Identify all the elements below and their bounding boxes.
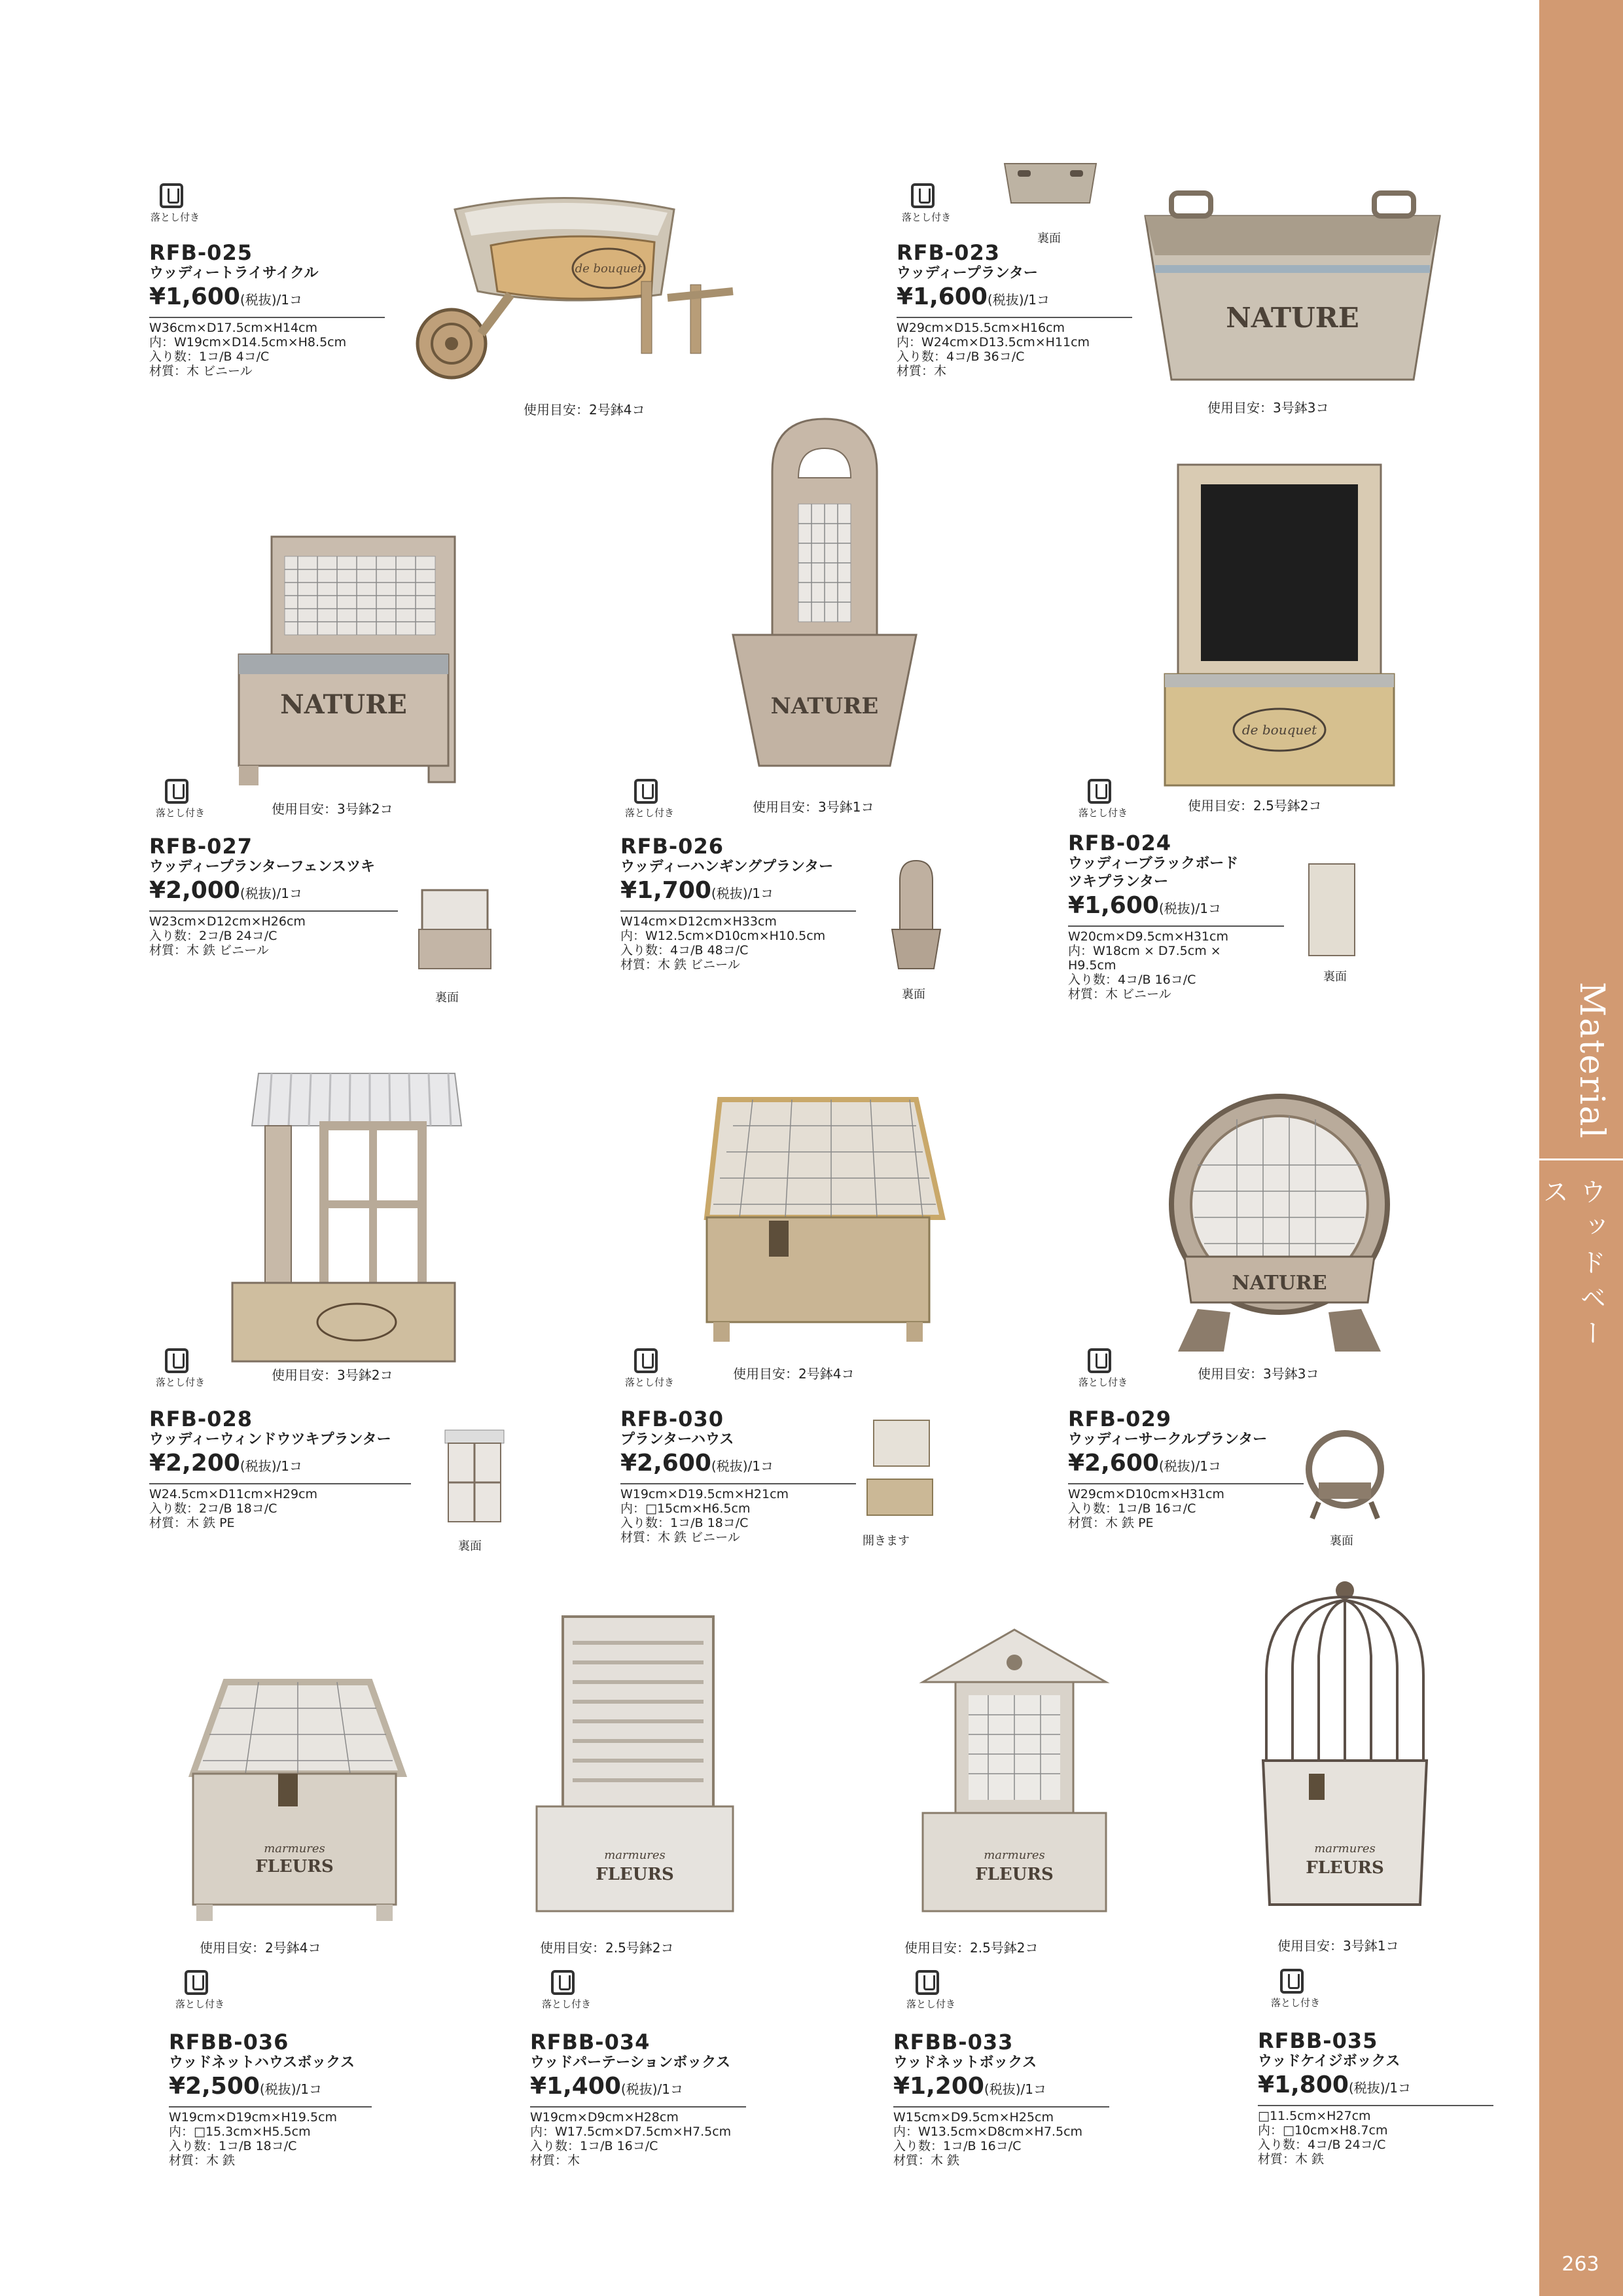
usage-caption: 使用目安：3号鉢1コ — [1277, 1938, 1399, 1954]
product-name: ウッディーウィンドウツキプランター — [149, 1431, 391, 1448]
drop-in-icon — [911, 183, 935, 208]
price-line: ¥1,200(税抜)/1コ — [893, 2072, 1109, 2108]
product-rfbb-033: RFBB-033 ウッドネットボックス ¥1,200(税抜)/1コ W15cm×D9.5cm×H25cm 内：W13.5cm×D8cm×H7.5cm 入り数：1コ/B 16コ/C 材質：木 鉄 — [893, 2030, 1109, 2168]
product-photo-hanging-planter — [726, 412, 923, 805]
svg-text:FLEURS: FLEURS — [1306, 1858, 1384, 1878]
usage-caption: 使用目安：3号鉢3コ — [1198, 1366, 1319, 1382]
product-back-thumb — [1302, 861, 1361, 959]
product-photo-fence-planter — [232, 517, 474, 792]
svg-text:NATURE: NATURE — [280, 689, 407, 720]
svg-text:FLEURS: FLEURS — [255, 1857, 334, 1876]
product-name: ウッドネットボックス — [893, 2054, 1037, 2071]
svg-text:NATURE: NATURE — [770, 693, 879, 719]
product-back-thumb — [412, 884, 497, 982]
product-back-thumb — [1302, 1424, 1387, 1522]
product-code: RFBB-033 — [893, 2030, 1014, 2054]
drop-in-badge: 落とし付き — [906, 1970, 948, 2011]
product-name: プランターハウス — [620, 1431, 734, 1448]
usage-caption: 使用目安：2.5号鉢2コ — [904, 1940, 1039, 1956]
usage-caption: 使用目安：3号鉢3コ — [1207, 400, 1329, 416]
drop-in-icon — [1280, 1969, 1304, 1994]
svg-text:marmures: marmures — [1314, 1842, 1376, 1856]
drop-in-icon — [185, 1970, 208, 1995]
usage-caption: 使用目安：2号鉢4コ — [524, 402, 645, 418]
product-code: RFB-027 — [149, 834, 253, 859]
product-rfb-027: RFB-027 ウッディープランターフェンスツキ ¥2,000(税抜)/1コ W23cm×D12cm×H26cm 入り数：2コ/B 24コ/C 材質：木 鉄 ビニール — [149, 834, 398, 958]
price-line: ¥1,800(税抜)/1コ — [1258, 2071, 1493, 2106]
product-rfb-028: RFB-028 ウッディーウィンドウツキプランター ¥2,200(税抜)/1コ W24.5cm×D11cm×H29cm 入り数：2コ/B 18コ/C 材質：木 鉄 PE — [149, 1407, 411, 1530]
svg-text:marmures: marmures — [984, 1848, 1045, 1862]
svg-text:NATURE: NATURE — [1226, 302, 1359, 334]
product-photo-circle-planter — [1152, 1080, 1407, 1361]
drop-in-badge: 落とし付き — [1271, 1969, 1313, 2009]
page-number: 263 — [1561, 2253, 1599, 2276]
product-rfb-029: RFB-029 ウッディーサークルプランター ¥2,600(税抜)/1コ W29cm×D10cm×H31cm 入り数：1コ/B 16コ/C 材質：木 鉄 PE — [1068, 1407, 1304, 1530]
product-code: RFB-028 — [149, 1407, 253, 1431]
drop-in-badge: 落とし付き — [1079, 779, 1120, 819]
product-rfb-025: RFB-025 ウッディートライサイクル ¥1,600(税抜)/1コ W36cm×D17.5cm×H14cm 内：W19cm×D14.5cm×H8.5cm 入り数：1コ/B 4コ/C 材質：木 ビニール — [149, 241, 385, 378]
product-code: RFB-026 — [620, 834, 724, 859]
product-code: RFB-024 — [1068, 831, 1171, 855]
price-line: ¥1,700(税抜)/1コ — [620, 876, 856, 912]
usage-caption: 使用目安：2.5号鉢2コ — [1188, 798, 1322, 814]
product-photo-planter — [1132, 177, 1453, 399]
price-line: ¥2,500(税抜)/1コ — [169, 2072, 372, 2108]
side-material-label: Material — [1572, 982, 1611, 1140]
product-code: RFB-023 — [897, 240, 1000, 265]
drop-in-badge: 落とし付き — [1079, 1348, 1120, 1389]
product-name: ウッドケイジボックス — [1258, 2053, 1400, 2070]
drop-in-badge: 落とし付き — [156, 1348, 198, 1389]
usage-caption: 使用目安：2号鉢4コ — [733, 1366, 855, 1382]
product-rfbb-034: RFBB-034 ウッドパーテーションボックス ¥1,400(税抜)/1コ W19cm×D9cm×H28cm 内：W17.5cm×D7.5cm×H7.5cm 入り数：1コ/B 16コ/C 材質：木 — [530, 2030, 746, 2168]
product-name: ウッディープランター — [897, 265, 1038, 281]
drop-in-badge: 落とし付き — [542, 1970, 584, 2011]
drop-in-icon — [634, 1348, 658, 1373]
product-rfb-024: RFB-024 ウッディーブラックボード ツキプランター ¥1,600(税抜)/1コ W20cm×D9.5cm×H31cm 内：W18cm × D7.5cm × H9.5cm 入り数：4コ/B 16コ/C 材質：木 ビニール — [1068, 831, 1284, 1001]
back-label: 裏面 — [458, 1539, 482, 1553]
back-label: 裏面 — [1330, 1534, 1353, 1548]
product-code: RFBB-035 — [1258, 2028, 1378, 2053]
product-name-line2: ツキプランター — [1068, 874, 1169, 890]
svg-text:NATURE: NATURE — [1232, 1272, 1327, 1295]
drop-in-icon — [1088, 779, 1111, 804]
product-name: ウッディーサークルプランター — [1068, 1431, 1268, 1448]
product-photo-blackboard-planter — [1158, 452, 1400, 798]
open-label: 開きます — [863, 1534, 910, 1548]
drop-in-badge: 落とし付き — [156, 779, 198, 819]
usage-caption: 使用目安：3号鉢2コ — [272, 1367, 393, 1383]
price-line: ¥1,600(税抜)/1コ — [1068, 891, 1284, 927]
product-rfb-026: RFB-026 ウッディーハンギングプランター ¥1,700(税抜)/1コ W14cm×D12cm×H33cm 内：W12.5cm×D10cm×H10.5cm 入り数：4コ/B 48コ/C 材質：木 鉄 ビニール — [620, 834, 856, 972]
product-photo-tricycle — [393, 183, 759, 406]
drop-in-icon — [551, 1970, 575, 1995]
product-name: ウッディーハンギングプランター — [620, 859, 834, 875]
drop-in-badge: 落とし付き — [902, 183, 944, 224]
product-back-thumb — [887, 857, 946, 975]
drop-in-badge: 落とし付き — [625, 779, 667, 819]
price-line: ¥1,400(税抜)/1コ — [530, 2072, 746, 2108]
drop-in-badge: 落とし付き — [175, 1970, 217, 2011]
price-line: ¥2,600(税抜)/1コ — [620, 1449, 856, 1484]
product-rfbb-035: RFBB-035 ウッドケイジボックス ¥1,800(税抜)/1コ □11.5cm×H27cm 内：□10cm×H8.7cm 入り数：4コ/B 24コ/C 材質：木 鉄 — [1258, 2029, 1493, 2166]
product-code: RFB-030 — [620, 1407, 724, 1431]
svg-text:de bouquet: de bouquet — [575, 262, 643, 276]
svg-text:FLEURS: FLEURS — [596, 1865, 674, 1884]
product-code: RFBB-036 — [169, 2030, 289, 2054]
product-name: ウッディートライサイクル — [149, 265, 319, 281]
product-photo-cage-box — [1250, 1577, 1440, 1931]
drop-in-icon — [165, 1348, 188, 1373]
product-photo-planter-house — [694, 1093, 955, 1348]
price-line: ¥2,200(税抜)/1コ — [149, 1449, 411, 1484]
svg-text:FLEURS: FLEURS — [975, 1865, 1054, 1884]
product-rfb-030: RFB-030 プランターハウス ¥2,600(税抜)/1コ W19cm×D19.5cm×H21cm 内：□15cm×H6.5cm 入り数：1コ/B 18コ/C 材質：木 鉄 ビニール — [620, 1407, 856, 1545]
product-rfbb-036: RFBB-036 ウッドネットハウスボックス ¥2,500(税抜)/1コ W19cm×D19cm×H19.5cm 内：□15.3cm×H5.5cm 入り数：1コ/B 18コ/C 材質：木 鉄 — [169, 2030, 372, 2168]
drop-in-icon — [634, 779, 658, 804]
product-photo-net-box — [910, 1623, 1119, 1931]
price-line: ¥2,600(税抜)/1コ — [1068, 1449, 1304, 1484]
product-name: ウッドパーテーションボックス — [530, 2054, 731, 2071]
back-label: 裏面 — [1037, 232, 1061, 245]
product-code: RFB-025 — [149, 240, 253, 265]
product-back-thumb — [998, 151, 1103, 223]
drop-in-icon — [160, 183, 183, 208]
drop-in-badge: 落とし付き — [151, 183, 192, 224]
drop-in-icon — [165, 779, 188, 804]
product-name: ウッディーブラックボード — [1068, 855, 1239, 872]
product-open-thumb — [857, 1414, 942, 1525]
product-photo-net-house-box — [180, 1676, 416, 1924]
back-label: 裏面 — [902, 988, 925, 1001]
price-line: ¥1,600(税抜)/1コ — [897, 283, 1132, 318]
price-line: ¥2,000(税抜)/1コ — [149, 876, 398, 912]
usage-caption: 使用目安：3号鉢1コ — [753, 799, 874, 815]
drop-in-icon — [916, 1970, 939, 1995]
svg-text:marmures: marmures — [264, 1842, 325, 1856]
product-rfb-023: RFB-023 ウッディープランター ¥1,600(税抜)/1コ W29cm×D15.5cm×H16cm 内：W24cm×D13.5cm×H11cm 入り数：4コ/B 36コ/C 材質：木 — [897, 241, 1132, 378]
product-back-thumb — [435, 1420, 514, 1532]
usage-caption: 使用目安：3号鉢2コ — [272, 801, 393, 817]
svg-text:marmures: marmures — [604, 1848, 666, 1862]
usage-caption: 使用目安：2.5号鉢2コ — [540, 1940, 674, 1956]
side-category-label: ウッドベース — [1539, 1178, 1606, 1355]
side-divider — [1539, 1158, 1623, 1160]
back-label: 裏面 — [435, 991, 459, 1005]
drop-in-icon — [1088, 1348, 1111, 1373]
price-line: ¥1,600(税抜)/1コ — [149, 283, 385, 318]
product-name: ウッディープランターフェンスツキ — [149, 859, 375, 875]
product-code: RFB-029 — [1068, 1407, 1171, 1431]
usage-caption: 使用目安：2号鉢4コ — [200, 1940, 321, 1956]
drop-in-badge: 落とし付き — [625, 1348, 667, 1389]
side-tab — [1539, 0, 1623, 2296]
product-photo-partition-box — [524, 1610, 746, 1931]
product-name: ウッドネットハウスボックス — [169, 2054, 355, 2071]
back-label: 裏面 — [1323, 970, 1347, 984]
product-photo-window-planter — [226, 1047, 474, 1374]
svg-text:de bouquet: de bouquet — [1241, 722, 1317, 738]
product-code: RFBB-034 — [530, 2030, 651, 2054]
